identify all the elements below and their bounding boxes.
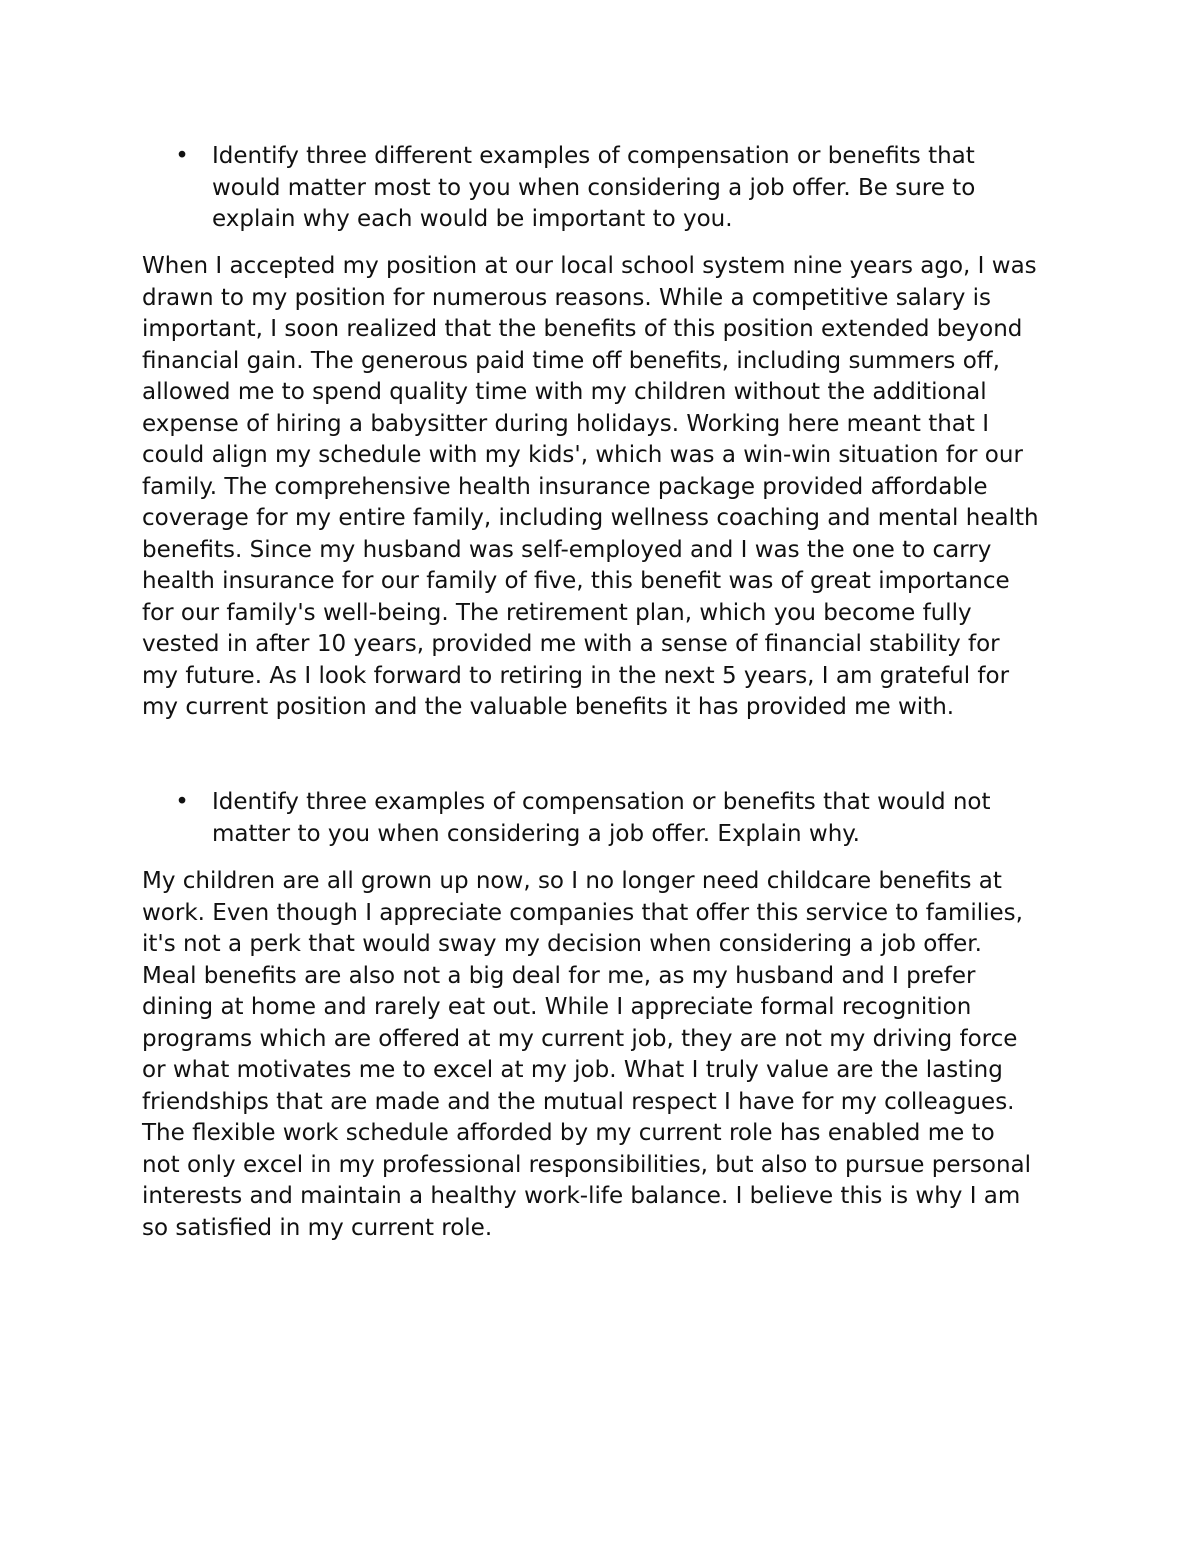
answer-1-line: benefits. Since my husband was self-employed and I was the one to carry [142,536,992,563]
answer-1-line: expense of hiring a babysitter during holidays. Working here meant that I [142,410,990,437]
answer-1-paragraph [142,251,1072,724]
answer-1-line: family. The comprehensive health insurance package provided affordable [142,473,988,500]
question-1-line: explain why each would be important to you. [212,206,733,232]
answer-2-line: My children are all grown up now, so I no longer need childcare benefits at [142,868,1002,894]
answer-2-line: dining at home and rarely eat out. While I appreciate formal recognition [142,994,972,1020]
answer-1-line: allowed me to spend quality time with my children without the additional [142,379,987,405]
question-2-bullet [175,787,1032,850]
answer-1-line: my current position and the valuable benefits it has provided me with. [142,694,955,720]
answer-1-line: When I accepted my position at our local school system nine years ago, I was [142,253,1037,279]
answer-2-line: Meal benefits are also not a big deal for me, as my husband and I prefer [142,962,976,989]
answer-1-line: financial gain. The generous paid time off benefits, including summers off, [142,347,1000,374]
answer-1-line: health insurance for our family of five, this benefit was of great importance [142,568,1010,594]
question-2-line: Identify three examples of compensation or benefits that would not [212,789,991,815]
answer-2-line: work. Even though I appreciate companies that offer this service to families, [142,899,1023,926]
question-1-bullet [175,141,1032,236]
answer-1-line: important, I soon realized that the benefits of this position extended beyond [142,316,1023,342]
answer-1-line: vested in after 10 years, provided me with a sense of financial stability for [142,631,1000,657]
answer-2-line: not only excel in my professional responsibilities, but also to pursue personal [142,1151,1032,1178]
answer-1-line: coverage for my entire family, including wellness coaching and mental health [142,505,1039,531]
answer-2-line: friendships that are made and the mutual respect I have for my colleagues. [142,1088,1015,1115]
answer-2-line: it's not a perk that would sway my decision when considering a job offer. [142,931,982,957]
answer-2-line: The flexible work schedule afforded by my current role has enabled me to [142,1120,995,1146]
answer-2-paragraph [142,866,1072,1244]
bullet-marker: • [175,789,189,815]
answer-1-line: for our family's well-being. The retirement plan, which you become fully [142,599,972,626]
question-1-line: would matter most to you when considering a job offer. Be sure to [212,174,976,201]
question-1-line: Identify three different examples of compensation or benefits that [212,143,975,169]
answer-2-line: so satisfied in my current role. [142,1214,493,1241]
answer-1-line: my future. As I look forward to retiring in the next 5 years, I am grateful for [142,662,1010,689]
answer-2-line: programs which are offered at my current job, they are not my driving force [142,1025,1018,1052]
answer-2-line: or what motivates me to excel at my job. What I truly value are the lasting [142,1057,1003,1083]
answer-2-line: interests and maintain a healthy work-life balance. I believe this is why I am [142,1183,1021,1209]
answer-1-line: drawn to my position for numerous reasons. While a competitive salary is [142,284,992,311]
bullet-marker: • [175,143,189,169]
answer-1-line: could align my schedule with my kids', which was a win-win situation for our [142,442,1023,468]
question-2-line: matter to you when considering a job offer. Explain why. [212,820,860,847]
